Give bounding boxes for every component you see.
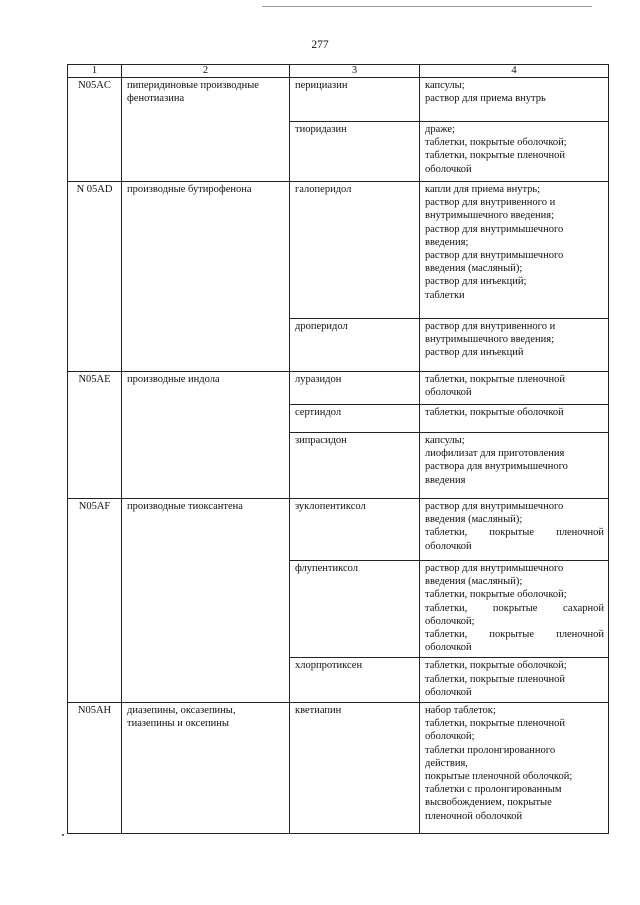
dosage-forms-cell-line: раствор для инъекций; xyxy=(425,276,527,288)
atc-code-cell: N 05AD xyxy=(68,182,122,372)
dosage-forms-cell-line: высвобождением, покрытые xyxy=(425,797,552,809)
dosage-forms-cell xyxy=(420,182,609,319)
dosage-forms-cell-line: оболочкой xyxy=(425,163,472,175)
dosage-forms-cell xyxy=(420,499,609,561)
dosage-forms-cell-line: пленочной оболочкой xyxy=(425,810,523,822)
dosage-forms-cell-line: капсулы; xyxy=(425,435,465,446)
dosage-forms-cell-line: раствор для внутримышечного xyxy=(425,501,564,512)
dosage-forms-cell-line: раствор для внутривенного и xyxy=(425,321,556,332)
drug-name-cell: тиоридазин xyxy=(290,122,420,182)
dosage-forms-cell-line: оболочкой; xyxy=(425,731,475,743)
dosage-forms-cell-line: введения; xyxy=(425,236,469,248)
dosage-forms-cell-line: драже; xyxy=(425,124,455,135)
dosage-forms-cell-line: введения (масляный); xyxy=(425,514,523,526)
dosage-forms-cell-line: капли для приема внутрь; xyxy=(425,184,541,195)
column-number-1: 1 xyxy=(68,65,122,78)
dosage-forms-cell-line: введения xyxy=(425,474,466,486)
dosage-forms-cell-line: таблетки, покрытые пленочной xyxy=(425,527,604,539)
group-name-cell xyxy=(122,182,290,372)
dosage-forms-cell-line: действия, xyxy=(425,757,468,769)
drug-name-cell: галоперидол xyxy=(290,182,420,319)
dosage-forms-cell xyxy=(420,703,609,834)
drug-name-cell: зуклопентиксол xyxy=(290,499,420,561)
dosage-forms-cell-line: лиофилизат для приготовления xyxy=(425,448,565,460)
dosage-forms-cell-line: оболочкой xyxy=(425,686,472,698)
table-row xyxy=(68,703,609,834)
drug-name-cell: зипрасидон xyxy=(290,433,420,499)
dosage-forms-cell-line: таблетки, покрытые пленочной xyxy=(425,150,566,162)
top-rule xyxy=(262,6,592,7)
drug-name-cell: луразидон xyxy=(290,372,420,405)
dosage-forms-cell-line: капсулы; xyxy=(425,80,465,91)
dosage-forms-cell xyxy=(420,78,609,122)
table-row xyxy=(68,499,609,561)
dosage-forms-cell-line: оболочкой; xyxy=(425,615,475,627)
atc-code-cell: N05AH xyxy=(68,703,122,834)
dosage-forms-cell xyxy=(420,405,609,433)
table-row xyxy=(68,182,609,319)
dosage-forms-cell-line: набор таблеток; xyxy=(425,705,496,717)
table-body xyxy=(68,65,609,834)
dosage-forms-cell-line: раствор для приема внутрь xyxy=(425,93,546,105)
dosage-forms-cell xyxy=(420,319,609,372)
dosage-forms-cell-line: раствор для инъекций xyxy=(425,347,524,359)
dosage-forms-cell-line: таблетки, покрытые пленочной xyxy=(425,718,566,730)
dosage-forms-cell-line: раствор для внутривенного и xyxy=(425,197,556,209)
dosage-forms-cell-line: таблетки, покрытые пленочной xyxy=(425,673,566,685)
group-name-cell xyxy=(122,499,290,703)
dosage-forms-cell-line: внутримышечного введения; xyxy=(425,210,555,222)
atc-code-cell: N05AF xyxy=(68,499,122,703)
dosage-forms-cell-line: оболочкой xyxy=(425,642,472,654)
atc-code-cell: N05AE xyxy=(68,372,122,499)
drug-name-cell: кветиапин xyxy=(290,703,420,834)
dosage-forms-cell-line: введения (масляный); xyxy=(425,263,523,275)
atc-code-cell: N05AC xyxy=(68,78,122,182)
dosage-forms-cell xyxy=(420,658,609,703)
dosage-forms-cell-line: внутримышечного введения; xyxy=(425,334,555,346)
table-row xyxy=(68,78,609,122)
dosage-forms-cell-line: таблетки с пролонгированным xyxy=(425,784,562,796)
dosage-forms-cell xyxy=(420,433,609,499)
dosage-forms-cell-line: таблетки xyxy=(425,289,465,301)
drug-name-cell: хлорпротиксен xyxy=(290,658,420,703)
drug-name-cell: флупентиксол xyxy=(290,561,420,658)
dosage-forms-cell-line: раствор для внутримышечного xyxy=(425,223,564,235)
column-number-4: 4 xyxy=(420,65,609,78)
dosage-forms-cell xyxy=(420,372,609,405)
group-name-cell-line: производные бутирофенона xyxy=(127,184,252,195)
group-name-cell-line: фенотиазина xyxy=(127,93,185,105)
dosage-forms-cell-line: введения (масляный); xyxy=(425,576,523,588)
dosage-forms-cell-line: таблетки, покрытые оболочкой xyxy=(425,407,564,418)
dosage-forms-cell-line: оболочкой xyxy=(425,540,472,552)
dosage-forms-cell-line: таблетки, покрытые оболочкой; xyxy=(425,589,567,601)
dosage-forms-cell-line: таблетки, покрытые пленочной xyxy=(425,629,604,641)
group-name-cell-line: диазепины, оксазепины, xyxy=(127,705,236,717)
dosage-forms-cell-line: таблетки, покрытые оболочкой; xyxy=(425,137,567,149)
drug-name-cell: сертиндол xyxy=(290,405,420,433)
group-name-cell xyxy=(122,372,290,499)
drug-name-cell: перициазин xyxy=(290,78,420,122)
dosage-forms-cell-line: оболочкой xyxy=(425,387,472,399)
column-number-2: 2 xyxy=(122,65,290,78)
dosage-forms-cell-line: таблетки, покрытые оболочкой; xyxy=(425,660,567,672)
dosage-forms-cell-line: таблетки, покрытые пленочной xyxy=(425,374,566,385)
table-row xyxy=(68,372,609,405)
drug-name-cell: дроперидол xyxy=(290,319,420,372)
group-name-cell xyxy=(122,78,290,182)
group-name-cell-line: производные тиоксантена xyxy=(127,501,243,512)
group-name-cell-line: тиазепины и оксепины xyxy=(127,718,229,730)
page-number: 277 xyxy=(311,39,329,51)
group-name-cell-line: производные индола xyxy=(127,374,220,385)
dosage-forms-cell-line: таблетки, покрытые сахарной xyxy=(425,602,604,614)
medication-table xyxy=(67,64,609,834)
column-number-row xyxy=(68,65,609,78)
column-number-3: 3 xyxy=(290,65,420,78)
dosage-forms-cell-line: раствор для внутримышечного xyxy=(425,250,564,262)
group-name-cell xyxy=(122,703,290,834)
dosage-forms-cell-line: раствора для внутримышечного xyxy=(425,461,568,473)
dosage-forms-cell xyxy=(420,561,609,658)
dosage-forms-cell xyxy=(420,122,609,182)
dosage-forms-cell-line: раствор для внутримышечного xyxy=(425,563,564,574)
dosage-forms-cell-line: таблетки пролонгированного xyxy=(425,744,556,756)
dosage-forms-cell-line: покрытые пленочной оболочкой; xyxy=(425,771,573,783)
group-name-cell-line: пиперидиновые производные xyxy=(127,80,259,91)
margin-mark xyxy=(62,834,64,836)
